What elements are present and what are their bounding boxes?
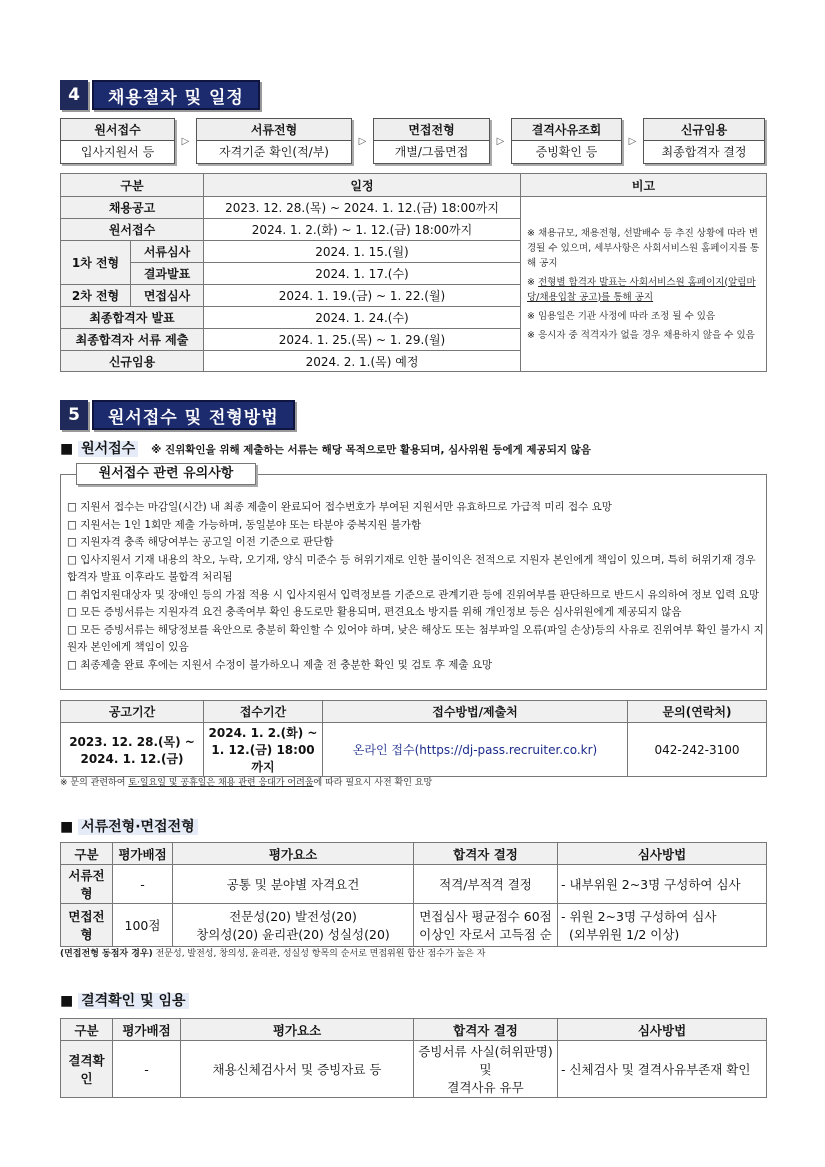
- header-cell: 평가요소: [181, 1019, 414, 1041]
- row-type: 서류전형: [61, 865, 113, 904]
- footnote-label: (면접전형 동점자 경우): [60, 949, 153, 959]
- row-date: 2024. 1. 17.(수): [204, 263, 521, 285]
- header-cell: 구분: [61, 843, 113, 865]
- row-items: 공통 및 분야별 자격요건: [173, 865, 414, 904]
- notice-item: □ 최종제출 완료 후에는 지원서 수정이 불가하오니 제출 전 충분한 확인 및 검토 후 제출 요망: [67, 658, 493, 671]
- notice-period: 2024. 1. 12.(금): [80, 751, 184, 766]
- process-flow: [60, 118, 765, 164]
- arrow-right-icon: ▷: [181, 135, 190, 147]
- row-method: - 내부위원 2~3명 구성하여 심사: [558, 865, 767, 904]
- row-type: 결격확인: [61, 1041, 113, 1098]
- flow-step-desc: 입사지원서 등: [80, 145, 155, 159]
- row-label: 원서접수: [61, 219, 204, 241]
- row-label: 신규임용: [61, 351, 204, 372]
- arrow-right-icon: ▷: [496, 135, 505, 147]
- notice-item: □ 취업지원대상자 및 장애인 등의 가점 적용 시 입사지원서 입력정보를 기준으로 관계기관 등에 진위여부를 판단하므로 반드시 유의하여 정보 입력 요망: [67, 588, 760, 601]
- table-row: [61, 723, 767, 777]
- row-items: 전문성(20) 발전성(20): [229, 909, 357, 924]
- flow-step: [373, 118, 490, 164]
- schedule-table: [60, 173, 767, 372]
- flow-step: [196, 118, 352, 164]
- section-title: 채용절차 및 일정: [92, 80, 260, 110]
- arrow-right-icon: ▷: [628, 135, 637, 147]
- row-method: - 위원 2~3명 구성하여 심사: [561, 909, 717, 924]
- footnote-text: 에 따라 필요시 사전 확인 요망: [313, 778, 433, 788]
- header-cell: 평가배점: [113, 1019, 181, 1041]
- header-cell: 비고: [521, 174, 767, 197]
- flow-step-title: 원서접수: [61, 119, 174, 141]
- row-decision: 증빙서류 사실(허위판명) 및: [418, 1044, 553, 1077]
- screening-footnote: [60, 946, 485, 959]
- section-4-header: [60, 80, 260, 110]
- table-row: [61, 1041, 767, 1098]
- remark-text: 전형별 합격자 발표는 사회서비스원 홈페이지(알림마당/채용입찰 공고)를 통해 공지: [527, 276, 756, 303]
- notice-box: [60, 474, 767, 690]
- header-cell: 평가요소: [173, 843, 414, 865]
- row-date: 2023. 12. 28.(목) ~ 2024. 1. 12.(금) 18:00까지: [204, 197, 521, 219]
- heading-text: 결격확인 및 임용: [78, 993, 188, 1009]
- row-date: 2024. 1. 25.(목) ~ 1. 29.(월): [204, 329, 521, 351]
- notice-item: □ 지원서는 1인 1회만 제출 가능하며, 동일분야 또는 타분야 중복지원 불가함: [67, 518, 422, 531]
- row-label: 최종합격자 발표: [61, 307, 204, 329]
- row-decision: 결격사유 유무: [447, 1080, 524, 1095]
- section-title: 원서접수 및 전형방법: [92, 400, 295, 430]
- flow-step-title: 서류전형: [197, 119, 351, 141]
- header-cell: 심사방법: [558, 843, 767, 865]
- row-label: 채용공고: [61, 197, 204, 219]
- section-number: 4: [60, 80, 88, 110]
- row-label: 면접심사: [131, 285, 204, 307]
- contact-phone: 042-242-3100: [628, 723, 767, 777]
- row-label: 서류심사: [131, 241, 204, 263]
- online-application-link[interactable]: 온라인 접수(https://dj-pass.recruiter.co.kr): [323, 723, 628, 777]
- table-row: [61, 197, 767, 219]
- remark-mark: ※: [527, 276, 538, 288]
- row-date: 2024. 1. 24.(수): [204, 307, 521, 329]
- flow-step-desc: 증빙확인 등: [535, 145, 598, 159]
- arrow-right-icon: ▷: [358, 135, 367, 147]
- header-cell: 평가배점: [113, 843, 173, 865]
- receipt-period: 1. 12.(금) 18:00까지: [211, 743, 315, 774]
- flow-step-title: 신규임용: [644, 119, 764, 141]
- notice-item: □ 입사지원서 기재 내용의 착오, 누락, 오기재, 양식 미준수 등 허위기재로 인한 불이익은 전적으로 지원자 본인에게 책임이 있으며, 특히 허위기재 경우 합격자 발표 이후라도 불합격 처리됨: [67, 553, 756, 583]
- heading-text: 서류전형·면접전형: [78, 819, 198, 835]
- row-date: 2024. 1. 15.(월): [204, 241, 521, 263]
- flow-step-desc: 자격기준 확인(적/부): [219, 145, 329, 159]
- remarks-cell: [521, 197, 767, 372]
- remark: ※ 임용일은 기관 사정에 따라 조정 될 수 있음: [527, 310, 716, 322]
- row-items: 채용신체검사서 및 증빙자료 등: [181, 1041, 414, 1098]
- flow-step-title: 면접전형: [374, 119, 489, 141]
- flow-step: [60, 118, 175, 164]
- remark: ※ 채용규모, 채용전형, 선발배수 등 추진 상황에 따라 변경될 수 있으며, 세부사항은 사회서비스원 홈페이지를 통해 공지: [527, 227, 760, 269]
- row-decision: 이상인 자로서 고득점 순: [419, 927, 552, 942]
- row-group: 1차 전형: [61, 241, 131, 285]
- flow-step-title: 결격사유조회: [512, 119, 621, 141]
- heading-remark: ※ 진위확인을 위해 제출하는 서류는 해당 목적으로만 활용되며, 심사위원 등에게 제공되지 않음: [151, 444, 591, 456]
- row-type: 면접전형: [61, 904, 113, 947]
- flow-step: [511, 118, 622, 164]
- header-cell: 문의(연락처): [628, 701, 767, 723]
- notice-item: □ 모든 증빙서류는 지원자격 요건 충족여부 확인 용도로만 활용되며, 편견요소 방지를 위해 개인정보 등은 심사위원에게 제공되지 않음: [67, 606, 682, 618]
- flow-step: [643, 118, 765, 164]
- section-5-header: [60, 400, 295, 430]
- header-cell: 일정: [204, 174, 521, 197]
- row-method: - 신체검사 및 결격사유부존재 확인: [558, 1041, 767, 1098]
- application-heading: ■ 원서접수 ※ 진위확인을 위해 제출하는 서류는 해당 목적으로만 활용되며, 심사위원 등에게 제공되지 않음: [60, 441, 591, 457]
- notice-period: 2023. 12. 28.(목) ~: [69, 734, 195, 749]
- remark: [527, 275, 760, 305]
- flow-step-desc: 개별/그룹면접: [394, 145, 469, 159]
- remark: ※ 응시자 중 적격자가 없을 경우 채용하지 않을 수 있음: [527, 329, 755, 341]
- notice-title: 원서접수 관련 유의사항: [76, 463, 256, 485]
- footnote-text: 전문성, 발전성, 창의성, 윤리관, 성실성 항목의 순서로 면접위원 합산 점수가 높은 자: [152, 949, 486, 959]
- screening-table: [60, 842, 767, 947]
- row-score: -: [113, 1041, 181, 1098]
- row-date: 2024. 1. 2.(화) ~ 1. 12.(금) 18:00까지: [204, 219, 521, 241]
- row-date: 2024. 1. 19.(금) ~ 1. 22.(월): [204, 285, 521, 307]
- row-date: 2024. 2. 1.(목) 예정: [204, 351, 521, 372]
- disqualification-table: [60, 1018, 767, 1098]
- notice-item: □ 지원서 접수는 마감일(시간) 내 최종 제출이 완료되어 접수번호가 부여된 지원서만 유효하므로 가급적 미리 접수 요망: [67, 501, 612, 513]
- row-label: 최종합격자 서류 제출: [61, 329, 204, 351]
- table-row: [61, 904, 767, 947]
- row-decision: 면접심사 평균점수 60점: [419, 909, 552, 924]
- header-cell: 접수기간: [204, 701, 323, 723]
- receipt-period: 2024. 1. 2.(화) ~: [208, 726, 318, 740]
- row-group: 2차 전형: [61, 285, 131, 307]
- contact-footnote: [60, 775, 432, 788]
- screening-heading: ■ 서류전형·면접전형: [60, 816, 198, 836]
- notice-item: □ 모든 증빙서류는 해당정보를 육안으로 충분히 확인할 수 있어야 하며, 낮은 해상도 또는 첨부파일 오류(파일 손상)등의 사유로 진위여부 확인 불가시 지원자 본인에게 책임이 있음: [67, 623, 764, 653]
- header-cell: 합격자 결정: [414, 1019, 558, 1041]
- row-score: -: [113, 865, 173, 904]
- disqualification-heading: ■ 결격확인 및 임용: [60, 990, 189, 1010]
- header-cell: 공고기간: [61, 701, 204, 723]
- footnote-text: ※ 문의 관련하여: [60, 778, 129, 788]
- header-cell: 합격자 결정: [414, 843, 558, 865]
- application-info-table: [60, 700, 767, 777]
- row-decision: 적격/부적격 결정: [414, 865, 558, 904]
- notice-item: □ 지원자격 충족 해당여부는 공고일 이전 기준으로 판단함: [67, 536, 334, 548]
- row-label: 결과발표: [131, 263, 204, 285]
- row-items: 창의성(20) 윤리관(20) 성실성(20): [196, 927, 390, 942]
- table-row: [61, 865, 767, 904]
- section-number: 5: [60, 400, 88, 430]
- header-cell: 구분: [61, 174, 204, 197]
- header-cell: 구분: [61, 1019, 113, 1041]
- flow-step-desc: 최종합격자 결정: [661, 145, 747, 159]
- heading-text: 원서접수: [78, 441, 138, 457]
- row-method: (외부위원 1/2 이상): [569, 927, 680, 942]
- row-score: 100점: [113, 904, 173, 947]
- footnote-text: 토·일요일 및 공휴일은 채용 관련 응대가 어려움: [128, 778, 314, 788]
- header-cell: 접수방법/제출처: [323, 701, 628, 723]
- header-cell: 심사방법: [558, 1019, 767, 1041]
